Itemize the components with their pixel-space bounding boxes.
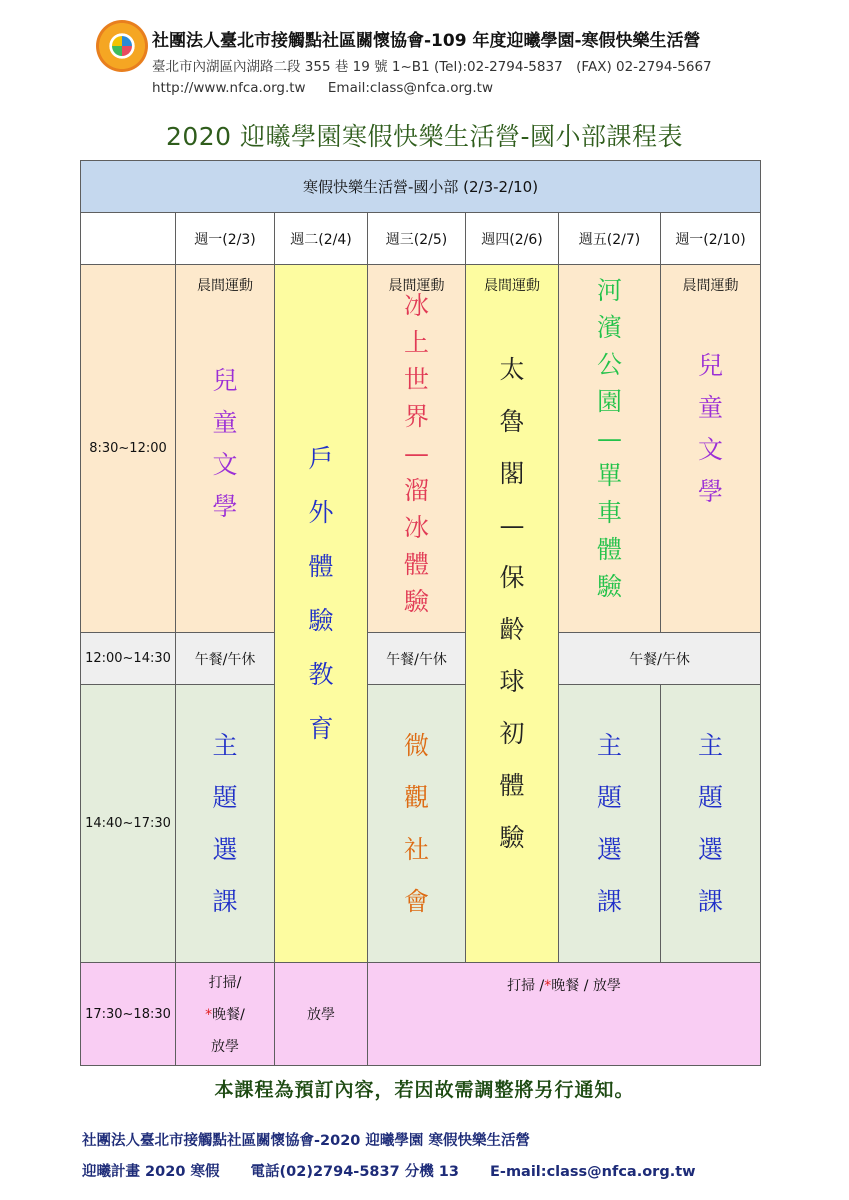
- footer-phone: 電話(02)2794-5837 分機 13: [250, 1164, 459, 1180]
- activity-text: 太 魯 閣 — 保 齡 球 初 體 驗: [499, 355, 525, 852]
- time-label: 17:30~18:30: [80, 962, 176, 1066]
- activity-topic-elective: [660, 684, 761, 963]
- footer-email[interactable]: E-mail:class@nfca.org.tw: [490, 1164, 696, 1180]
- activity-riverside-cycling: [558, 264, 661, 633]
- activity-text: 河 濱 公 園 — 單 車 體 驗: [596, 276, 622, 601]
- footer-plan: 迎曦計畫 2020 寒假: [82, 1164, 220, 1180]
- page-title: 2020 迎曦學園寒假快樂生活營-國小部課程表: [165, 122, 684, 151]
- schedule-table: [80, 160, 761, 1066]
- activity-text: 戶 外 體 驗 教 育: [308, 444, 334, 743]
- evening-text: 放學: [211, 1039, 239, 1055]
- evening-text: 打掃/: [208, 975, 242, 991]
- table-banner: 寒假快樂生活營-國小部 (2/3-2/10): [80, 160, 761, 213]
- evening-cell: [367, 962, 761, 1066]
- activity-taroko-bowling: [465, 264, 559, 963]
- activity-text: 兒 童 文 學: [697, 351, 723, 506]
- activity-topic-elective: [175, 684, 275, 963]
- morning-exercise-label: 晨間運動: [388, 278, 445, 294]
- org-address: 臺北市內湖區內湖路二段 355 巷 19 號 1~B1 (Tel):02-2794-5837 (FAX) 02-2794-5667: [152, 59, 712, 75]
- email-link[interactable]: Email:class@nfca.org.tw: [327, 80, 493, 96]
- activity-children-literature: [660, 264, 761, 633]
- day-header: 週一(2/10): [660, 212, 761, 265]
- org-name: 社團法人臺北市接觸點社區關懷協會-109 年度迎曦學園-寒假快樂生活營: [152, 31, 701, 51]
- time-label: 14:40~17:30: [80, 684, 176, 963]
- morning-exercise-label: 晨間運動: [484, 278, 540, 294]
- day-header: 週三(2/5): [367, 212, 466, 265]
- activity-topic-elective: [558, 684, 661, 963]
- activity-outdoor-education: [274, 264, 368, 963]
- lunch-cell: 午餐/午休: [367, 632, 466, 685]
- footer-org: 社團法人臺北市接觸點社區關懷協會-2020 迎曦學園 寒假快樂生活營: [82, 1133, 530, 1149]
- evening-text: *晚餐/: [205, 1007, 245, 1023]
- activity-text: 兒 童 文 學: [212, 366, 238, 521]
- org-contact: [152, 80, 493, 96]
- schedule-notice: 本課程為預訂內容，若因故需調整將另行通知。: [214, 1079, 635, 1101]
- activity-text: 冰 上 世 界 — 溜 冰 體 驗: [403, 291, 429, 616]
- activity-micro-society: [367, 684, 466, 963]
- footer-contact: [82, 1160, 696, 1181]
- website-link[interactable]: http://www.nfca.org.tw: [152, 80, 306, 96]
- activity-text: 主 題 選 課: [212, 731, 238, 916]
- activity-text: 微 觀 社 會: [403, 731, 429, 916]
- activity-text: 主 題 選 課: [596, 731, 622, 916]
- lunch-cell: 午餐/午休: [558, 632, 761, 685]
- activity-ice-skating: [367, 264, 466, 633]
- day-header: 週四(2/6): [465, 212, 559, 265]
- day-header: 週一(2/3): [175, 212, 275, 265]
- morning-exercise-label: 晨間運動: [197, 278, 253, 294]
- activity-children-literature: [175, 264, 275, 633]
- time-label: 12:00~14:30: [80, 632, 176, 685]
- activity-text: 主 題 選 課: [697, 731, 723, 916]
- evening-cell: 放學: [274, 962, 368, 1066]
- day-header: 週五(2/7): [558, 212, 661, 265]
- corner-cell: [80, 212, 176, 265]
- day-header: 週二(2/4): [274, 212, 368, 265]
- morning-exercise-label: 晨間運動: [682, 278, 739, 294]
- association-logo: [96, 20, 148, 72]
- evening-text: 打掃 /*晚餐 / 放學: [507, 978, 621, 994]
- lunch-cell: 午餐/午休: [175, 632, 275, 685]
- evening-cell: [175, 962, 275, 1066]
- logo-emblem-icon: [112, 36, 132, 56]
- time-label: 8:30~12:00: [80, 264, 176, 633]
